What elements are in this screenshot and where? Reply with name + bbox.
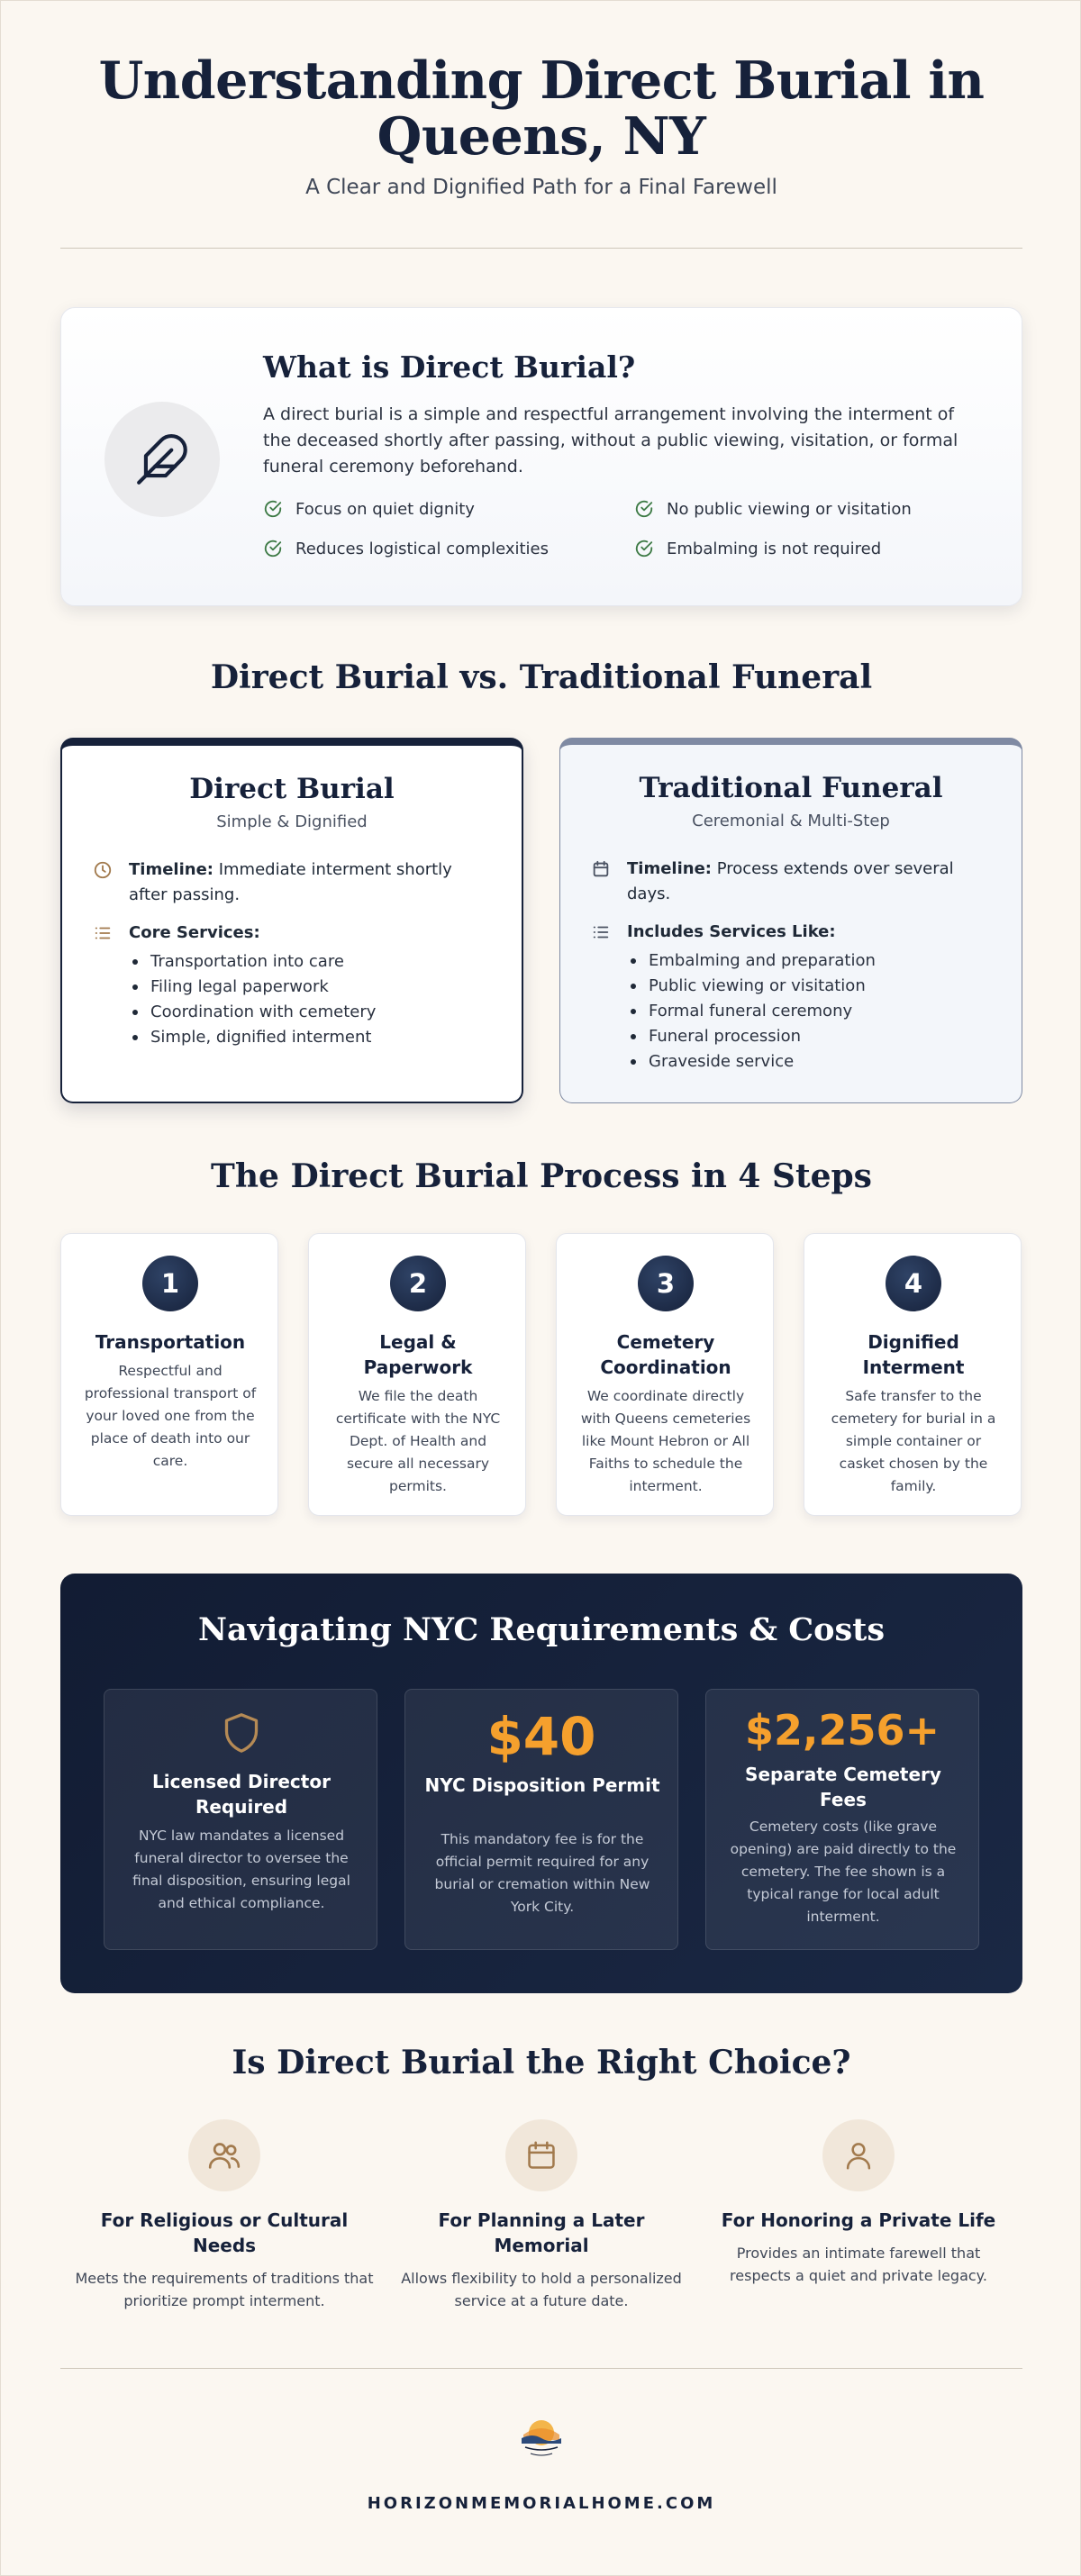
- feather-icon: [134, 431, 190, 487]
- choice-item: [388, 2119, 695, 2312]
- step-number: 3: [638, 1256, 694, 1311]
- check-circle-icon: [634, 539, 654, 558]
- check-item-label: Focus on quiet dignity: [295, 499, 475, 519]
- traditional-funeral-card: [559, 738, 1022, 1103]
- step-title: Legal & Paperwork: [363, 1331, 473, 1378]
- step-title: Dignified Interment: [862, 1331, 965, 1378]
- check-item: [634, 539, 881, 558]
- list-icon: [93, 923, 113, 943]
- direct-burial-card: [60, 738, 523, 1103]
- timeline-row: [591, 857, 987, 907]
- requirement-description: NYC law mandates a licensed funeral director to oversee the final disposition, ensuring legal and ethical compliance.: [132, 1828, 350, 1911]
- choice-item: [705, 2119, 1012, 2287]
- choice-icon-circle: [188, 2119, 260, 2191]
- services-row: [591, 920, 987, 1075]
- direct-burial-title: Direct Burial: [189, 773, 395, 805]
- step-title: Transportation: [95, 1331, 246, 1353]
- clock-icon: [93, 860, 113, 880]
- list-item: Funeral procession: [627, 1024, 987, 1049]
- what-is-description: A direct burial is a simple and respectful arrangement involving the interment of the deceased shortly after passing, without a public viewing, visitation, or formal funeral ceremony beforehand.: [263, 404, 958, 476]
- page-subtitle: A Clear and Dignified Path for a Final Farewell: [305, 176, 777, 199]
- process-title: The Direct Burial Process in 4 Steps: [211, 1157, 872, 1195]
- horizon-logo: [514, 2411, 568, 2465]
- step-number: 4: [886, 1256, 941, 1311]
- list-item: Filing legal paperwork: [129, 975, 489, 1000]
- header-divider: [60, 248, 1022, 249]
- choice-title: For Honoring a Private Life: [721, 2209, 996, 2231]
- check-circle-icon: [634, 499, 654, 519]
- timeline-label: Timeline:: [129, 860, 213, 879]
- calendar-icon: [524, 2138, 559, 2172]
- check-circle-icon: [263, 539, 283, 558]
- choice-description: Meets the requirements of traditions that prioritize prompt interment.: [75, 2270, 374, 2309]
- step-description: We coordinate directly with Queens cemeteries like Mount Hebron or All Faiths to schedule the interment.: [580, 1388, 751, 1494]
- requirement-title: Separate Cemetery Fees: [745, 1764, 941, 1810]
- step-title: Cemetery Coordination: [600, 1331, 731, 1378]
- requirement-card: [104, 1689, 377, 1950]
- list-item: Transportation into care: [129, 949, 489, 975]
- requirement-title: NYC Disposition Permit: [424, 1774, 660, 1796]
- choice-item: [71, 2119, 377, 2312]
- requirement-description: This mandatory fee is for the official permit required for any burial or cremation within New York City.: [434, 1831, 650, 1915]
- services-row: [93, 921, 489, 1050]
- timeline-text: Immediate interment shortly after passing.: [129, 860, 452, 904]
- choice-title: For Religious or Cultural Needs: [100, 2209, 349, 2256]
- step-card: [308, 1233, 526, 1516]
- what-is-card: [60, 307, 1022, 606]
- calendar-icon: [591, 859, 611, 879]
- check-item: [263, 499, 475, 519]
- step-description: We file the death certificate with the NYC Dept. of Health and secure all necessary permits.: [335, 1388, 501, 1494]
- person-icon: [841, 2138, 876, 2172]
- step-description: Respectful and professional transport of your loved one from the place of death into our care.: [84, 1363, 257, 1469]
- choice-description: Allows flexibility to hold a personalized service at a future date.: [401, 2270, 682, 2309]
- step-number: 2: [390, 1256, 446, 1311]
- check-item: [634, 499, 912, 519]
- people-icon: [206, 2137, 242, 2173]
- what-is-title: What is Direct Burial?: [263, 349, 636, 385]
- list-item: Coordination with cemetery: [129, 1000, 489, 1025]
- choice-title: For Planning a Later Memorial: [438, 2209, 645, 2256]
- list-icon: [591, 922, 611, 942]
- timeline-label: Timeline:: [627, 859, 712, 878]
- list-item: Embalming and preparation: [627, 948, 987, 974]
- timeline-text: Process extends over several days.: [627, 859, 954, 903]
- step-number: 1: [142, 1256, 198, 1311]
- comparison-title: Direct Burial vs. Traditional Funeral: [210, 658, 873, 696]
- check-item-label: Embalming is not required: [667, 539, 882, 558]
- check-item-label: Reduces logistical complexities: [295, 539, 549, 558]
- list-item: Graveside service: [627, 1049, 987, 1075]
- services-label: Includes Services Like:: [627, 922, 836, 941]
- services-list: [129, 949, 489, 1050]
- check-circle-icon: [263, 499, 283, 519]
- right-choice-title: Is Direct Burial the Right Choice?: [232, 2044, 851, 2082]
- list-item: Simple, dignified interment: [129, 1025, 489, 1050]
- services-label: Core Services:: [129, 923, 260, 942]
- choice-icon-circle: [822, 2119, 895, 2191]
- check-item: [263, 539, 549, 558]
- nyc-title: Navigating NYC Requirements & Costs: [197, 1611, 886, 1648]
- services-list: [627, 948, 987, 1075]
- header: [60, 50, 1022, 199]
- nyc-requirements-panel: [60, 1574, 1022, 1993]
- step-card: [60, 1233, 278, 1516]
- list-item: Formal funeral ceremony: [627, 999, 987, 1024]
- traditional-funeral-subtitle: Ceremonial & Multi-Step: [692, 812, 890, 830]
- check-item-label: No public viewing or visitation: [667, 499, 912, 519]
- direct-burial-subtitle: Simple & Dignified: [216, 812, 368, 831]
- list-item: Public viewing or visitation: [627, 974, 987, 999]
- requirement-card: [404, 1689, 678, 1950]
- traditional-funeral-title: Traditional Funeral: [639, 772, 943, 804]
- timeline-row: [93, 857, 489, 908]
- page-title: Understanding Direct Burial in Queens, NY: [98, 50, 985, 167]
- choice-description: Provides an intimate farewell that respects a quiet and private legacy.: [730, 2245, 987, 2284]
- cemetery-fee-value: $2,256+: [744, 1706, 940, 1755]
- step-description: Safe transfer to the cemetery for burial in a simple container or casket chosen by the family.: [831, 1388, 996, 1494]
- feather-icon-circle: [104, 402, 220, 517]
- footer-divider: [60, 2368, 1022, 2369]
- requirement-title: Licensed Director Required: [152, 1771, 331, 1818]
- choice-icon-circle: [505, 2119, 577, 2191]
- step-card: [556, 1233, 774, 1516]
- step-card: [804, 1233, 1022, 1516]
- website-link[interactable]: HORIZONMEMORIALHOME.COM: [367, 2494, 716, 2513]
- requirement-description: Cemetery costs (like grave opening) are paid directly to the cemetery. The fee shown is a typical range for local adult interment.: [730, 1819, 957, 1925]
- permit-fee-value: $40: [486, 1706, 596, 1767]
- shield-icon: [222, 1711, 261, 1755]
- requirement-card: [705, 1689, 979, 1950]
